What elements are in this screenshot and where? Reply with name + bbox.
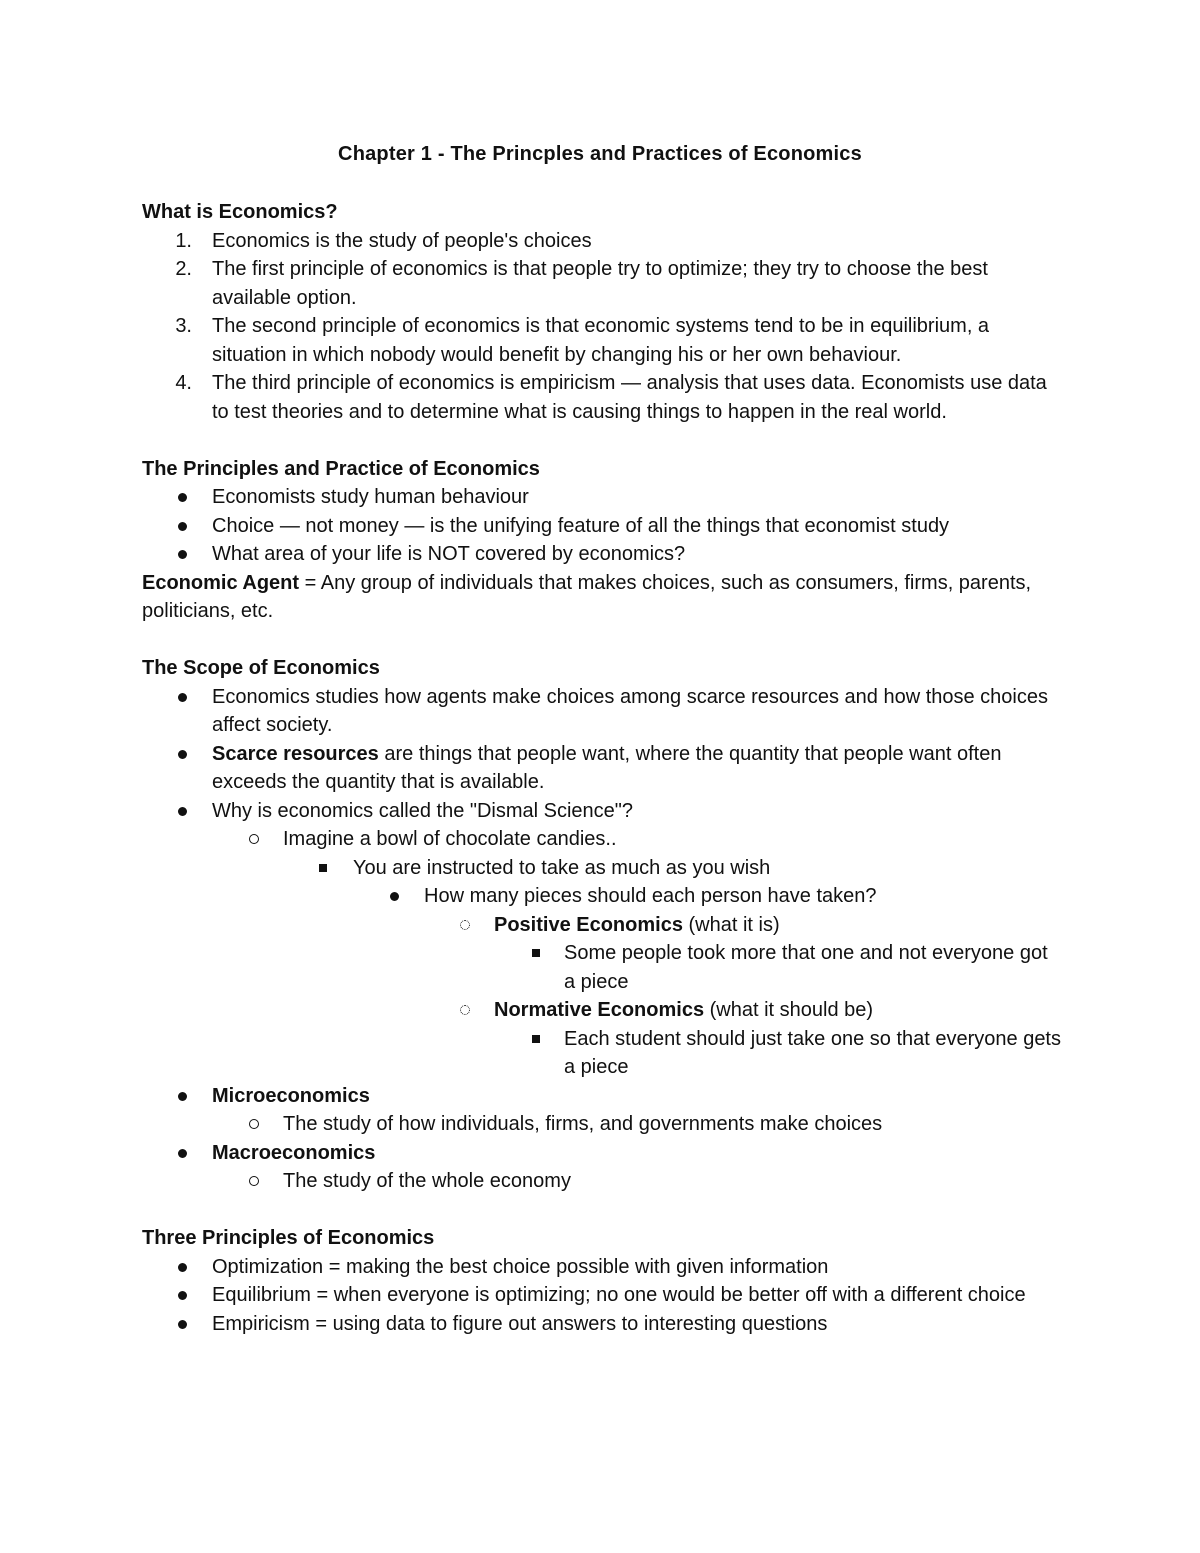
list-number: 1. [175,229,192,252]
bullet-icon [178,1149,187,1158]
numbered-item: 4. The third principle of economics is empiricism — analysis that uses data. Economists use data to test theories and to determine what is causing things to happen in the real world. [142,369,1062,426]
term: Normative Economics [494,999,705,1021]
bullet-icon [178,493,187,502]
section-heading-three-principles: Three Principles of Economics [142,1227,435,1249]
document-body [142,198,1062,1338]
list-number: 4. [175,372,192,394]
circle-bullet-icon [249,834,259,844]
section-heading-what-is-economics: What is Economics? [142,201,338,223]
sub-bullet-item-positive: Positive Economics (what it is) [142,911,1062,940]
bullet-item: Choice — not money — is the unifying feature of all the things that economist study [142,512,1062,541]
section-heading-scope: The Scope of Economics [142,657,380,679]
bullet-icon [178,750,187,759]
bullet-item: Empiricism = using data to figure out answers to interesting questions [142,1310,1062,1339]
bullet-icon [390,892,399,901]
bullet-icon [178,522,187,531]
sub-bullet-item: The study of the whole economy [142,1167,1062,1196]
numbered-item: 1. Economics is the study of people's choices [142,227,1062,256]
bullet-item [142,1082,1062,1111]
dotted-circle-bullet-icon [460,920,470,930]
page-title: Chapter 1 - The Princples and Practices of Economics [338,143,862,165]
circle-bullet-icon [249,1119,259,1129]
dotted-circle-bullet-icon [460,1005,470,1015]
bullet-item: Economists study human behaviour [142,483,1062,512]
square-bullet-icon [532,1035,540,1043]
square-bullet-icon [319,864,327,872]
term: Positive Economics [494,913,683,936]
bullet-item: Scarce resources are things that people want, where the quantity that people want often exceeds the quantity that is available. [142,740,1062,797]
numbered-item: 2. The first principle of economics is that people try to optimize; they try to choose the best available option. [142,255,1062,312]
bullet-icon [178,1092,187,1101]
term: Macroeconomics [212,1141,376,1164]
bullet-icon [178,550,187,559]
list-number: 2. [175,258,192,280]
circle-bullet-icon [249,1176,259,1186]
bullet-item: Economics studies how agents make choices among scarce resources and how those choices affect society. [142,683,1062,740]
square-bullet-icon [532,949,540,957]
bullet-icon [178,693,187,702]
bullet-item [142,1139,1062,1168]
sub-bullet-item: You are instructed to take as much as you wish [142,854,1062,883]
sub-bullet-item: How many pieces should each person have taken? [142,882,1062,911]
sub-bullet-item: Some people took more that one and not everyone got a piece [142,939,1062,996]
bullet-icon [178,1291,187,1300]
sub-bullet-item: The study of how individuals, firms, and governments make choices [142,1110,1062,1139]
section-heading-principles-and-practice: The Principles and Practice of Economics [142,457,540,480]
bullet-item: Why is economics called the "Dismal Science"? [142,797,1062,826]
numbered-item: 3. The second principle of economics is that economic systems tend to be in equilibrium, a situation in which nobody would benefit by changing his or her own behaviour. [142,312,1062,369]
term: Microeconomics [212,1084,370,1107]
bullet-icon [178,1263,187,1272]
definition-economic-agent: Economic Agent = Any group of individuals that makes choices, such as consumers, firms, parents, politicians, etc. [142,571,1032,622]
bullet-icon [178,1320,187,1329]
bullet-icon [178,807,187,816]
bullet-item: Equilibrium = when everyone is optimizing; no one would be better off with a different choice [142,1281,1062,1310]
sub-bullet-item-normative: Normative Economics (what it should be) [142,996,1062,1025]
bullet-item: Optimization = making the best choice possible with given information [142,1253,1062,1282]
sub-bullet-item: Imagine a bowl of chocolate candies.. [142,825,1062,854]
term: Economic Agent [142,571,300,594]
sub-bullet-item: Each student should just take one so that everyone gets a piece [142,1025,1062,1082]
bullet-item: What area of your life is NOT covered by economics? [142,540,1062,569]
term: Scarce resources [212,742,379,765]
list-number: 3. [175,315,192,337]
